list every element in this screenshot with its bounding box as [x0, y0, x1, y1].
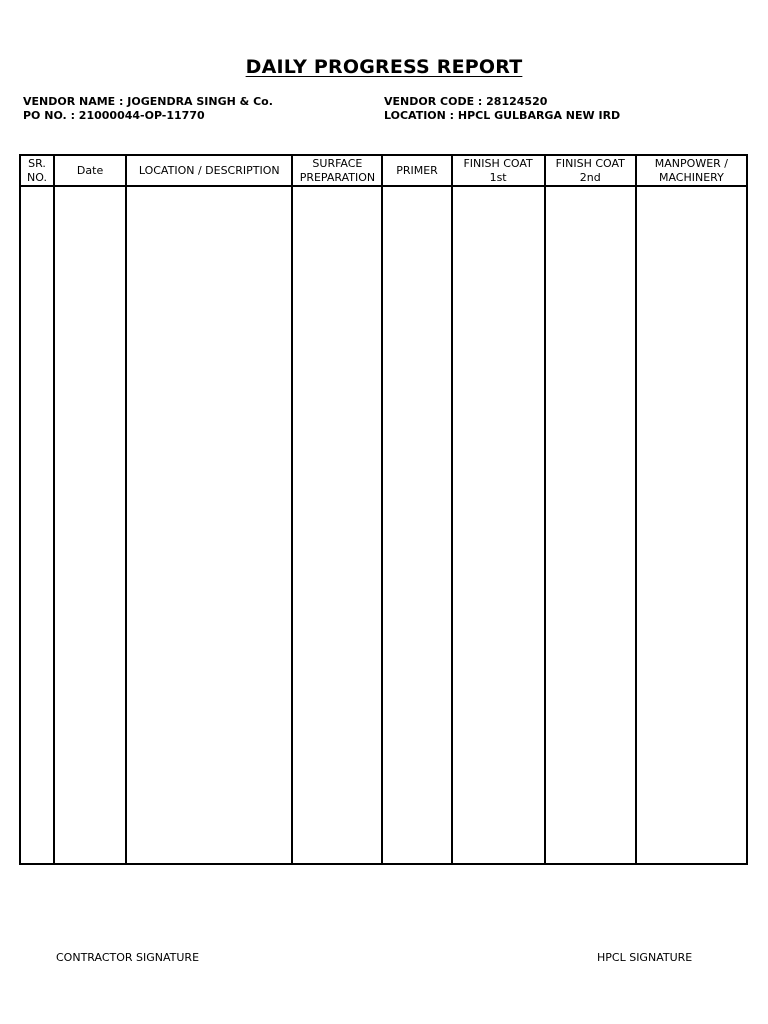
column-header-sr-no: SR. NO. — [21, 156, 54, 186]
column-header-date: Date — [54, 156, 126, 186]
contractor-signature-label: CONTRACTOR SIGNATURE — [56, 951, 200, 964]
table-cell[interactable] — [292, 186, 382, 863]
column-header-location-description: LOCATION / DESCRIPTION — [126, 156, 292, 186]
column-header-surface-preparation: SURFACE PREPARATION — [292, 156, 382, 186]
vendor-code: VENDOR CODE : 28124520 — [384, 95, 548, 108]
column-header-primer: PRIMER — [382, 156, 451, 186]
hpcl-signature-label: HPCL SIGNATURE — [597, 951, 693, 964]
column-header-manpower-machinery: MANPOWER / MACHINERY — [636, 156, 746, 186]
table-header-row — [21, 156, 746, 186]
po-number: PO NO. : 21000044-OP-11770 — [23, 109, 205, 122]
column-header-finish-coat-1st: FINISH COAT 1st — [452, 156, 545, 186]
table-cell[interactable] — [452, 186, 545, 863]
table-cell[interactable] — [126, 186, 292, 863]
table-cell[interactable] — [382, 186, 451, 863]
report-title: DAILY PROGRESS REPORT — [245, 56, 523, 78]
table-cell[interactable] — [636, 186, 746, 863]
progress-table — [19, 154, 748, 865]
table-cell[interactable] — [54, 186, 126, 863]
vendor-name: VENDOR NAME : JOGENDRA SINGH & Co. — [23, 95, 273, 108]
table-cell[interactable] — [21, 186, 54, 863]
table-cell[interactable] — [545, 186, 636, 863]
column-header-finish-coat-2nd: FINISH COAT 2nd — [545, 156, 636, 186]
table-body-row — [21, 186, 746, 863]
location: LOCATION : HPCL GULBARGA NEW IRD — [384, 109, 621, 122]
